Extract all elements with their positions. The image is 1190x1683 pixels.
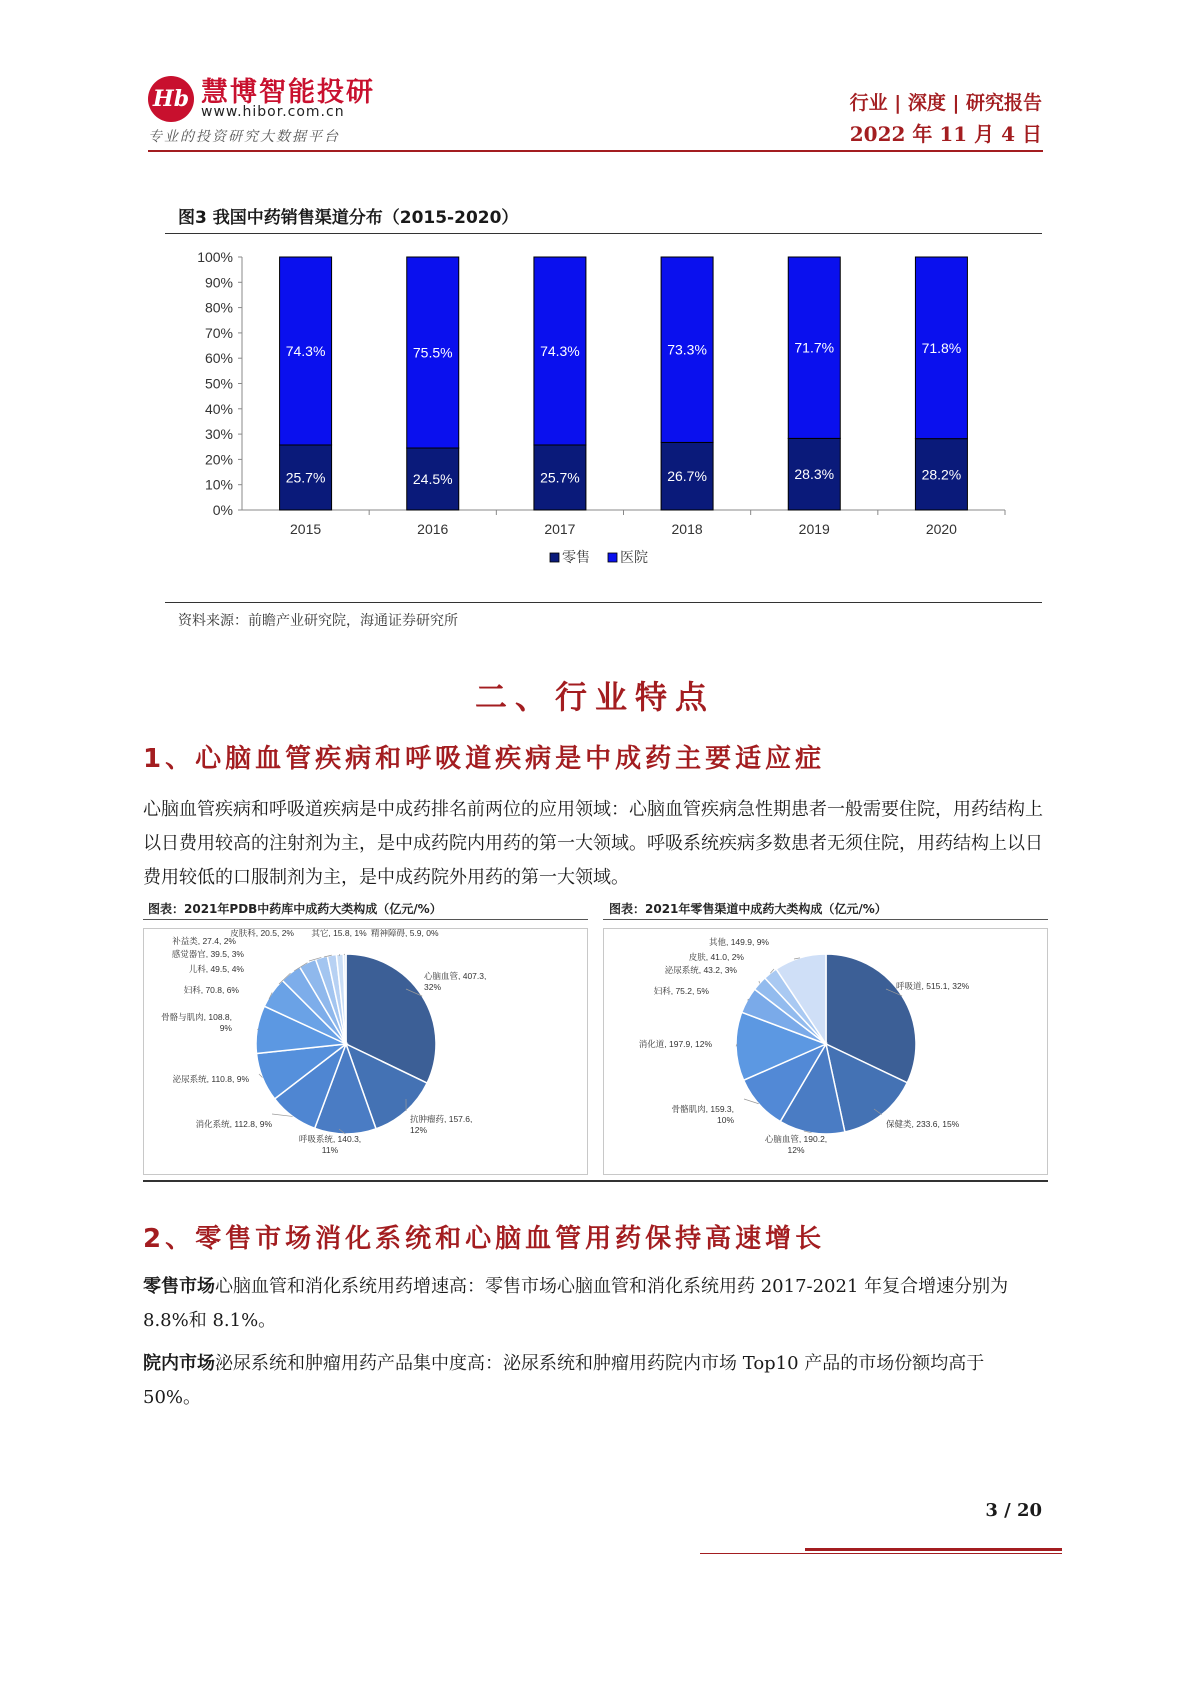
pie-data-label: 心脑血管, 407.3, <box>424 971 487 981</box>
pie-data-label: 其它, 15.8, 1% <box>311 929 367 938</box>
paragraph-3-text: 泌尿系统和肿瘤用药产品集中度高：泌尿系统和肿瘤用药院内市场 Top10 产品的市场份额均高于 50%。 <box>143 1353 985 1408</box>
bar-data-label: 73.3% <box>667 341 707 358</box>
subsection-1-title: 1、心脑血管疾病和呼吸道疾病是中成药主要适应症 <box>143 744 826 774</box>
y-tick-label: 80% <box>204 299 233 316</box>
page-number: 3 / 20 <box>985 1500 1042 1521</box>
pdb-category-pie-chart <box>144 929 589 1176</box>
pie-data-label: 心脑血管, 190.2, <box>764 1134 828 1144</box>
logo-url[interactable]: www.hibor.com.cn <box>201 104 345 120</box>
pie-data-label: 皮肤科, 20.5, 2% <box>230 929 294 938</box>
x-tick-label: 2017 <box>544 521 576 537</box>
pie-data-label: 骨骼肌肉, 159.3, <box>671 1104 734 1114</box>
section-title: 二、行业特点 <box>474 678 715 716</box>
pie-data-label: 抗肿瘤药, 157.6, <box>410 1114 473 1124</box>
y-tick-label: 0% <box>212 502 233 518</box>
paragraph-3-lead: 院内市场 <box>143 1353 215 1374</box>
y-tick-label: 100% <box>197 249 233 265</box>
pie2-title-rule <box>603 919 1048 920</box>
pie-data-label: 妇科, 75.2, 5% <box>653 986 709 996</box>
x-tick-label: 2020 <box>925 521 957 537</box>
x-tick-label: 2019 <box>798 521 830 537</box>
footer-rule-thick <box>805 1548 1062 1551</box>
pie-data-label: 感觉器官, 39.5, 3% <box>171 949 244 959</box>
legend-label: 零售 <box>562 549 590 565</box>
pie-data-label: 骨骼与肌肉, 108.8, <box>161 1012 232 1022</box>
bar-data-label: 75.5% <box>412 344 453 361</box>
paragraph-1: 心脑血管疾病和呼吸道疾病是中成药排名前两位的应用领域：心脑血管疾病急性期患者一般需要住院，用药结构上以日费用较高的注射剂为主，是中成药院内用药的第一大领域。呼吸系统疾病多数患者无须住院，用药结构上以日费用较低的口服制剂为主，是中成药院外用药的第一大领域。 <box>143 799 1043 888</box>
figure3-title: 图3 我国中药销售渠道分布（2015-2020） <box>178 208 519 228</box>
pie-data-label: 9% <box>219 1023 232 1033</box>
bar-data-label: 25.7% <box>540 469 580 486</box>
figure3-top-rule <box>165 233 1042 234</box>
legend-swatch <box>608 553 617 562</box>
logo-mark: Hb <box>148 76 194 122</box>
pie-data-label: 泌尿系统, 110.8, 9% <box>172 1074 249 1084</box>
pie-data-label: 皮肤, 41.0, 2% <box>688 952 744 962</box>
bar-data-label: 74.3% <box>540 342 580 359</box>
x-tick-label: 2015 <box>290 521 322 537</box>
pie-data-label: 儿科, 49.5, 4% <box>188 964 244 974</box>
report-type: 行业 | 深度 | 研究报告 <box>849 92 1042 114</box>
y-tick-label: 60% <box>204 350 233 367</box>
y-tick-label: 30% <box>204 426 233 443</box>
y-tick-label: 20% <box>204 451 233 468</box>
bar-data-label: 28.3% <box>794 466 835 483</box>
y-tick-label: 90% <box>204 274 233 291</box>
figure3-source: 资料来源：前瞻产业研究院，海通证券研究所 <box>178 613 458 629</box>
x-tick-label: 2016 <box>417 521 449 537</box>
bar-data-label: 28.2% <box>921 466 962 483</box>
pie-data-label: 保健类, 233.6, 15% <box>886 1119 960 1129</box>
footer-rule-thin <box>700 1553 1062 1554</box>
x-tick-label: 2018 <box>671 521 703 537</box>
legend-swatch <box>550 553 559 562</box>
report-date: 2022 年 11 月 4 日 <box>849 122 1042 146</box>
pie-bottom-rule <box>143 1180 1048 1182</box>
bar-data-label: 74.3% <box>285 342 326 359</box>
pie-data-label: 12% <box>410 1125 428 1135</box>
pie-data-label: 消化系统, 112.8, 9% <box>195 1119 272 1129</box>
logo-name: 慧博智能投研 <box>201 77 375 108</box>
pie-data-label: 补益类, 27.4, 2% <box>172 936 236 946</box>
paragraph-2-lead: 零售市场 <box>143 1276 215 1297</box>
pie-data-label: 其他, 149.9, 9% <box>708 937 769 947</box>
header-divider <box>148 150 1043 152</box>
pie-data-label: 精神障碍, 5.9, 0% <box>371 929 439 938</box>
pie-data-label: 妇科, 70.8, 6% <box>183 985 239 995</box>
y-tick-label: 70% <box>204 324 233 341</box>
legend-label: 医院 <box>620 549 648 565</box>
pie-data-label: 10% <box>716 1115 734 1125</box>
pie-data-label: 泌尿系统, 43.2, 3% <box>664 965 737 975</box>
paragraph-3 <box>143 1347 1048 1415</box>
pie1-title: 图表：2021年PDB中药库中成药大类构成（亿元/%） <box>148 902 442 916</box>
y-tick-label: 10% <box>204 476 233 493</box>
subsection-2-title: 2、零售市场消化系统和心脑血管用药保持高速增长 <box>143 1224 826 1254</box>
bar-data-label: 26.7% <box>667 468 707 485</box>
pie2-panel <box>603 928 1048 1175</box>
pie-data-label: 11% <box>321 1145 339 1155</box>
pie-data-label: 12% <box>787 1145 805 1155</box>
figure3-bottom-rule <box>165 602 1042 603</box>
pie-data-label: 消化道, 197.9, 12% <box>638 1039 712 1049</box>
bar-data-label: 71.7% <box>794 339 835 356</box>
pie1-panel <box>143 928 588 1175</box>
y-tick-label: 40% <box>204 400 233 417</box>
pie-data-label: 呼吸道, 515.1, 32% <box>896 981 970 991</box>
y-tick-label: 50% <box>204 375 233 392</box>
bar-data-label: 24.5% <box>412 471 453 488</box>
bar-data-label: 71.8% <box>921 339 962 356</box>
bar-data-label: 25.7% <box>285 469 326 486</box>
channel-bar-chart <box>165 240 1045 595</box>
retail-category-pie-chart <box>604 929 1049 1176</box>
pie1-title-rule <box>143 919 588 920</box>
paragraph-2-text: 心脑血管和消化系统用药增速高：零售市场心脑血管和消化系统用药 2017-2021 年复合增速分别为 8.8%和 8.1%。 <box>143 1276 1009 1331</box>
pie-data-label: 呼吸系统, 140.3, <box>298 1134 362 1144</box>
logo-slogan: 专业的投资研究大数据平台 <box>148 129 340 145</box>
pie-data-label: 32% <box>424 982 442 992</box>
paragraph-2 <box>143 1270 1048 1338</box>
pie2-title: 图表：2021年零售渠道中成药大类构成（亿元/%） <box>609 902 887 916</box>
